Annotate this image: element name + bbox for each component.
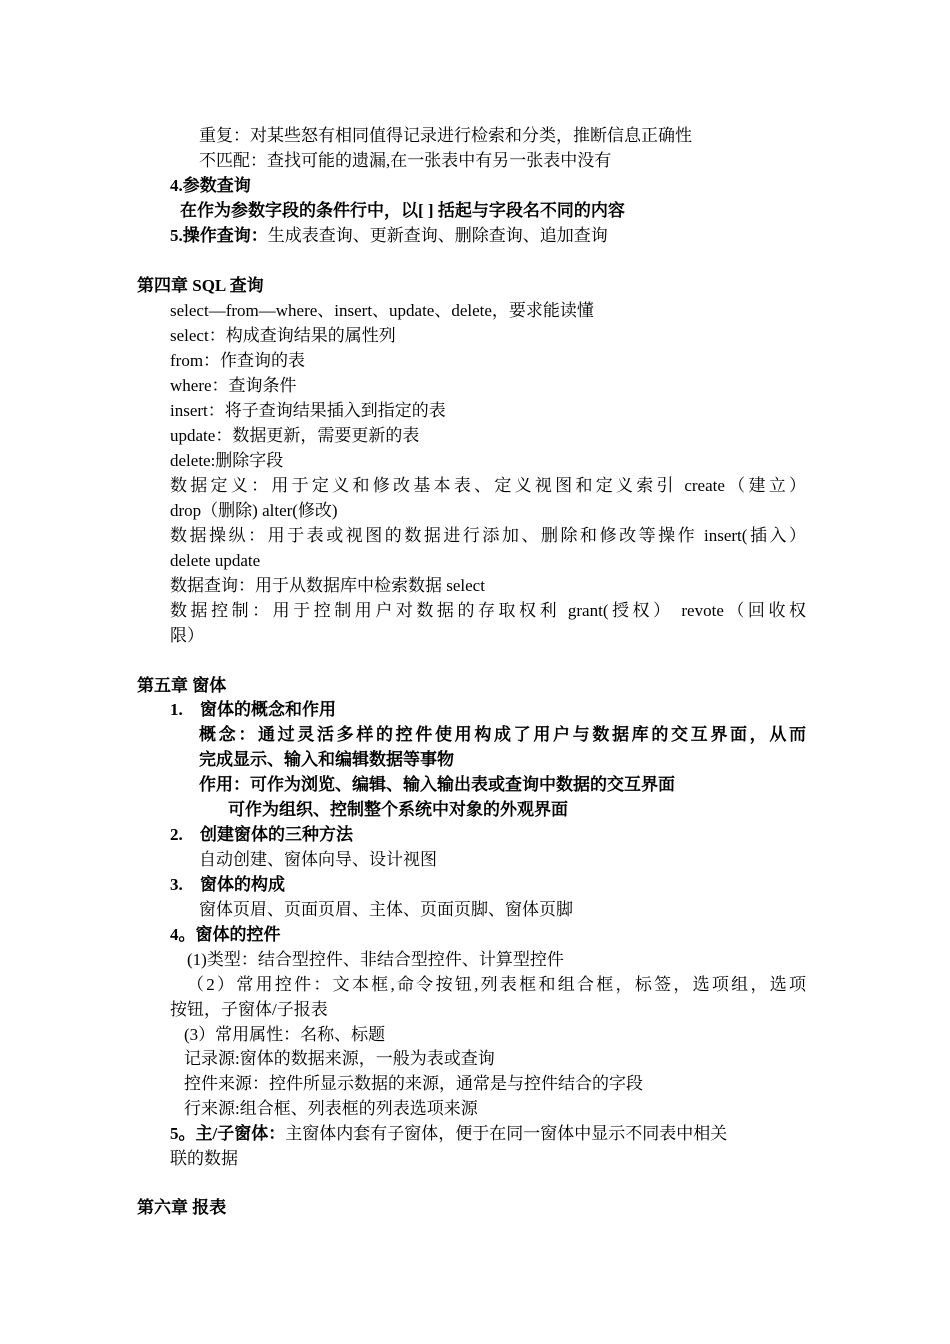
section-heading: 4.参数查询 bbox=[170, 176, 251, 195]
text-line: （2）常用控件：文本框,命令按钮,列表框和组合框，标签，选项组，选项 bbox=[187, 975, 806, 994]
list-number: 1. bbox=[170, 700, 183, 719]
text-line: 数据查询：用于从数据库中检索数据 select bbox=[170, 576, 485, 595]
text-line: 完成显示、输入和编辑数据等事物 bbox=[199, 750, 454, 769]
text-line: 概念：通过灵活多样的控件使用构成了用户与数据库的交互界面，从而 bbox=[199, 725, 806, 744]
text-line: 在作为参数字段的条件行中，以[ ] 括起与字段名不同的内容 bbox=[180, 201, 625, 220]
text-span: 主窗体内套有子窗体，便于在同一窗体中显示不同表中相关 bbox=[285, 1124, 728, 1143]
section-heading: 5.操作查询： bbox=[170, 226, 268, 245]
text-line bbox=[170, 1124, 727, 1144]
list-item-label: 创建窗体的三种方法 bbox=[200, 825, 353, 844]
text-line: select：构成查询结果的属性列 bbox=[170, 326, 396, 345]
text-line: 窗体页眉、页面页眉、主体、页面页脚、窗体页脚 bbox=[199, 900, 573, 919]
text-line: select—from—where、insert、update、delete，要求能读懂 bbox=[170, 301, 594, 320]
list-item-label: 窗体的构成 bbox=[200, 875, 285, 894]
section-heading: 4。窗体的控件 bbox=[170, 925, 281, 944]
text-line: 数据定义：用于定义和修改基本表、定义视图和定义索引 create（建立） bbox=[170, 476, 806, 495]
text-line: 自动创建、窗体向导、设计视图 bbox=[199, 850, 437, 869]
text-line: (1)类型：结合型控件、非结合型控件、计算型控件 bbox=[187, 950, 564, 969]
text-line bbox=[170, 226, 608, 246]
section-heading: 5。主/子窗体： bbox=[170, 1124, 286, 1143]
chapter-heading: 第六章 报表 bbox=[137, 1198, 227, 1217]
text-line: delete update bbox=[170, 551, 261, 570]
text-line: 限） bbox=[170, 626, 204, 645]
text-line: 数据控制：用于控制用户对数据的存取权利 grant(授权） revote（回收权 bbox=[170, 601, 806, 620]
text-line: 联的数据 bbox=[170, 1149, 238, 1168]
list-number: 2. bbox=[170, 825, 183, 844]
text-line: 按钮，子窗体/子报表 bbox=[170, 1000, 328, 1019]
list-item bbox=[170, 875, 285, 895]
text-line: from：作查询的表 bbox=[170, 351, 306, 370]
text-line: (3）常用属性：名称、标题 bbox=[184, 1025, 386, 1044]
text-line: drop（删除) alter(修改) bbox=[170, 501, 338, 520]
text-line: where：查询条件 bbox=[170, 376, 297, 395]
text-line: 记录源:窗体的数据来源，一般为表或查询 bbox=[184, 1049, 495, 1068]
list-item bbox=[170, 825, 353, 845]
text-line: insert：将子查询结果插入到指定的表 bbox=[170, 401, 446, 420]
list-item bbox=[170, 700, 336, 720]
text-line: 可作为组织、控制整个系统中对象的外观界面 bbox=[228, 800, 568, 819]
text-line: 数据操纵：用于表或视图的数据进行添加、删除和修改等操作 insert(插入） bbox=[170, 526, 806, 545]
chapter-heading: 第四章 SQL 查询 bbox=[137, 276, 264, 295]
list-number: 3. bbox=[170, 875, 183, 894]
text-span: 生成表查询、更新查询、删除查询、追加查询 bbox=[267, 226, 608, 245]
chapter-heading: 第五章 窗体 bbox=[137, 676, 227, 695]
text-line: 不匹配：查找可能的遗漏,在一张表中有另一张表中没有 bbox=[199, 151, 612, 170]
text-line: 重复：对某些怒有相同值得记录进行检索和分类，推断信息正确性 bbox=[199, 126, 692, 145]
list-item-label: 窗体的概念和作用 bbox=[200, 700, 336, 719]
text-line: 控件来源：控件所显示数据的来源，通常是与控件结合的字段 bbox=[184, 1074, 643, 1093]
text-line: 作用：可作为浏览、编辑、输入输出表或查询中数据的交互界面 bbox=[199, 775, 675, 794]
text-line: delete:删除字段 bbox=[170, 451, 284, 470]
text-line: update：数据更新，需要更新的表 bbox=[170, 426, 420, 445]
text-line: 行来源:组合框、列表框的列表选项来源 bbox=[184, 1099, 478, 1118]
